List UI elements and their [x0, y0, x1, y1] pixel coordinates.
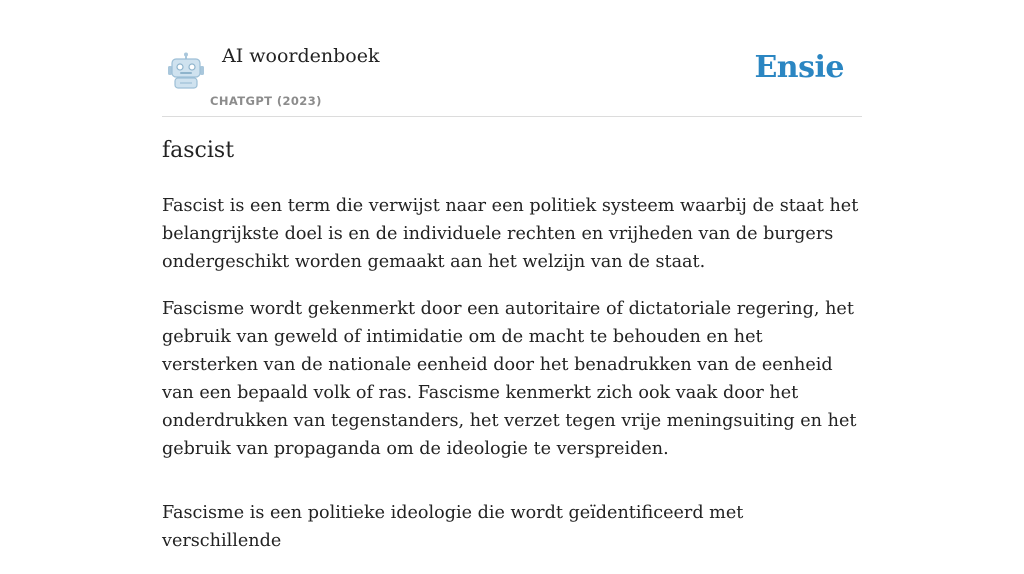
dictionary-title[interactable]: AI woordenboek: [222, 45, 380, 67]
definition-paragraph: Fascisme is een politieke ideologie die wordt geïdentificeerd met verschillende: [162, 503, 744, 551]
entry-term: fascist: [162, 138, 235, 163]
ensie-logo[interactable]: Ensie: [754, 50, 844, 85]
dictionary-header: [162, 0, 862, 117]
robot-icon: [166, 52, 206, 90]
definition-paragraph: Fascisme wordt gekenmerkt door een autoritaire of dictatoriale regering, het gebruik van geweld of intimidatie om de macht te behouden en het versterken van de nationale eenheid door het benadrukken van de eenheid van een bepaald volk of ras. Fascisme kenmerkt zich ook vaak door het onderdrukken van tegenstanders, het verzet tegen vrije meningsuiting en het gebruik van propaganda om de ideologie te verspreiden.: [162, 299, 857, 459]
dictionary-source: CHATGPT (2023): [210, 94, 322, 108]
entry-content: [162, 192, 862, 574]
definition-paragraph: Fascist is een term die verwijst naar een politiek systeem waarbij de staat het belangrijkste doel is en de individuele rechten en vrijheden van de burgers ondergeschikt worden gemaakt aan het welzijn van de staat.: [162, 196, 859, 272]
dictionary-page: [162, 0, 862, 551]
